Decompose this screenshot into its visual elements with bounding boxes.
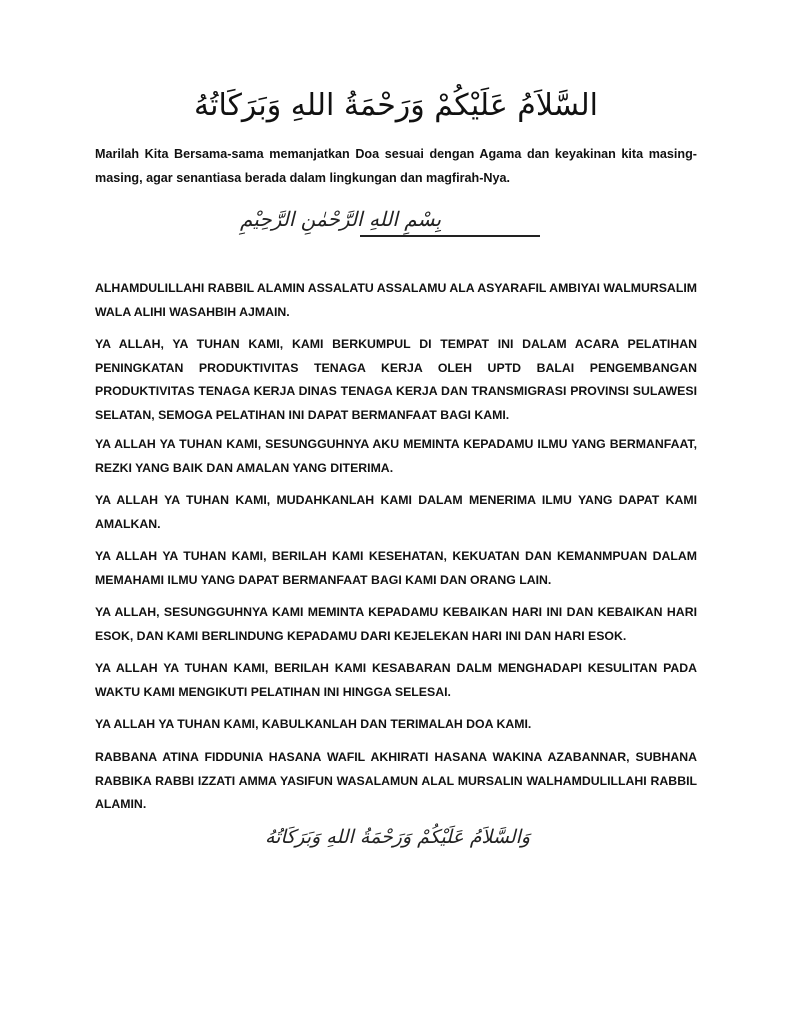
- prayer-paragraph-9: RABBANA ATINA FIDDUNIA HASANA WAFIL AKHIRATI HASANA WAKINA AZABANNAR, SUBHANA RABBIKA RABBI IZZATI AMMA YASIFUN WASALAMUN ALAL MURSALIN WALHAMDULILLAHI RABBIL ALAMIN.: [95, 750, 697, 811]
- prayer-paragraph-6: YA ALLAH, SESUNGGUHNYA KAMI MEMINTA KEPADAMU KEBAIKAN HARI INI DAN KEBAIKAN HARI ESOK, DAN KAMI BERLINDUNG KEPADAMU DARI KEJELEKAN HARI INI DAN HARI ESOK.: [95, 605, 697, 643]
- prayer-paragraph-7: YA ALLAH YA TUHAN KAMI, BERILAH KAMI KESABARAN DALM MENGHADAPI KESULITAN PADA WAKTU KAMI MENGIKUTI PELATIHAN INI HINGGA SELESAI.: [95, 661, 697, 699]
- bismillah-calligraphy: [240, 205, 560, 250]
- prayer-paragraph-4: YA ALLAH YA TUHAN KAMI, MUDAHKANLAH KAMI DALAM MENERIMA ILMU YANG DAPAT KAMI AMALKAN.: [95, 493, 697, 531]
- prayer-paragraph-8: YA ALLAH YA TUHAN KAMI, KABULKANLAH DAN TERIMALAH DOA KAMI.: [95, 717, 532, 731]
- calligraphy-stroke: [360, 235, 540, 237]
- intro-paragraph: Marilah Kita Bersama-sama memanjatkan Doa sesuai dengan Agama dan keyakinan kita masing-masing, agar senantiasa berada dalam lingkungan dan magfirah-Nya.: [95, 147, 697, 185]
- prayer-paragraph-2: YA ALLAH, YA TUHAN KAMI, KAMI BERKUMPUL DI TEMPAT INI DALAM ACARA PELATIHAN PENINGKATAN PRODUKTIVITAS TENAGA KERJA OLEH UPTD BALAI PENGEMBANGAN PRODUKTIVITAS TENAGA KERJA DINAS TENAGA KERJA DAN TRANSMIGRASI PROVINSI SULAWESI SELATAN, SEMOGA PELATIHAN INI DAPAT BERMANFAAT BAGI KAMI.: [95, 337, 697, 422]
- prayer-paragraph-1: ALHAMDULILLAHI RABBIL ALAMIN ASSALATU ASSALAMU ALA ASYARAFIL AMBIYAI WALMURSALIM WALA ALIHI WASAHBIH AJMAIN.: [95, 281, 697, 319]
- closing-salam-text: وَالسَّلاَمُ عَلَيْكُمْ وَرَحْمَةُ اللهِ وَبَرَكَاتُهُ: [265, 826, 531, 848]
- bismillah-text: بِسْمِ اللهِ الرَّحْمٰنِ الرَّحِيْمِ: [240, 207, 442, 231]
- prayer-paragraph-3: YA ALLAH YA TUHAN KAMI, SESUNGGUHNYA AKU MEMINTA KEPADAMU ILMU YANG BERMANFAAT, REZKI YANG BAIK DAN AMALAN YANG DITERIMA.: [95, 437, 697, 475]
- closing-salam-calligraphy: [265, 822, 540, 872]
- prayer-paragraph-5: YA ALLAH YA TUHAN KAMI, BERILAH KAMI KESEHATAN, KEKUATAN DAN KEMANMPUAN DALAM MEMAHAMI ILMU YANG DAPAT BERMANFAAT BAGI KAMI DAN ORANG LAIN.: [95, 549, 697, 587]
- salam-heading: السَّلاَمُ عَلَيْكُمْ وَرَحْمَةُ اللهِ وَبَرَكَاتُهُ: [194, 88, 598, 123]
